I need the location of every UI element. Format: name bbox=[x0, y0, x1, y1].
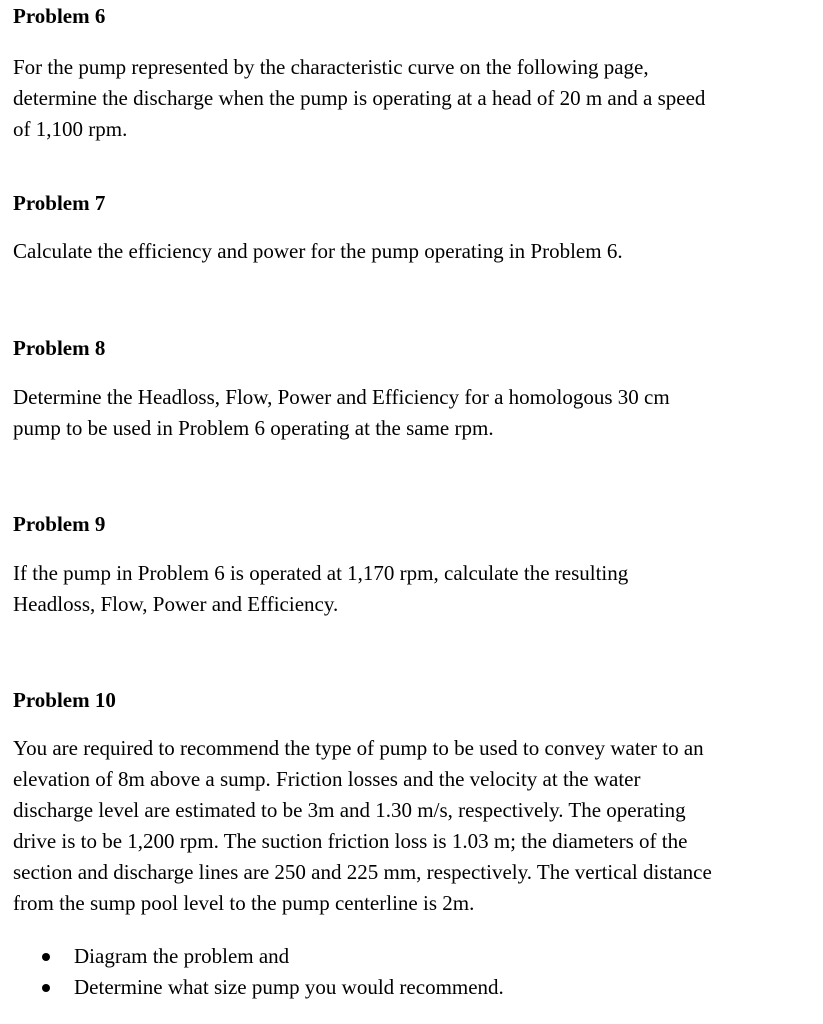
text-line: from the sump pool level to the pump centerline is 2m. bbox=[13, 891, 475, 915]
text-line: elevation of 8m above a sump. Friction losses and the velocity at the water bbox=[13, 767, 641, 791]
problem-8-heading: Problem 8 bbox=[13, 336, 106, 360]
text-line: section and discharge lines are 250 and 225 mm, respectively. The vertical distance bbox=[13, 860, 712, 884]
problem-10-bullet-list bbox=[13, 941, 504, 1003]
text-line: For the pump represented by the characteristic curve on the following page, bbox=[13, 55, 649, 79]
bullet-text: Determine what size pump you would recommend. bbox=[74, 975, 504, 999]
bullet-icon bbox=[42, 984, 50, 992]
problem-6-text bbox=[13, 52, 813, 145]
bullet-item bbox=[13, 972, 504, 1003]
text-line: of 1,100 rpm. bbox=[13, 117, 128, 141]
problem-9-heading: Problem 9 bbox=[13, 512, 106, 536]
text-line: Determine the Headloss, Flow, Power and Efficiency for a homologous 30 cm bbox=[13, 385, 670, 409]
problem-10-text bbox=[13, 733, 813, 919]
bullet-text: Diagram the problem and bbox=[74, 944, 290, 968]
problem-6-heading: Problem 6 bbox=[13, 4, 106, 28]
text-line: You are required to recommend the type of pump to be used to convey water to an bbox=[13, 736, 704, 760]
text-line: If the pump in Problem 6 is operated at 1,170 rpm, calculate the resulting bbox=[13, 561, 629, 585]
problem-7-heading: Problem 7 bbox=[13, 191, 106, 215]
text-line: pump to be used in Problem 6 operating at the same rpm. bbox=[13, 416, 494, 440]
text-line: Calculate the efficiency and power for the pump operating in Problem 6. bbox=[13, 239, 623, 263]
text-line: Headloss, Flow, Power and Efficiency. bbox=[13, 592, 339, 616]
text-line: determine the discharge when the pump is operating at a head of 20 m and a speed bbox=[13, 86, 706, 110]
text-line: drive is to be 1,200 rpm. The suction friction loss is 1.03 m; the diameters of the bbox=[13, 829, 688, 853]
problem-8-text bbox=[13, 382, 813, 444]
problem-9-text bbox=[13, 558, 813, 620]
bullet-icon bbox=[42, 953, 50, 961]
text-line: discharge level are estimated to be 3m and 1.30 m/s, respectively. The operating bbox=[13, 798, 686, 822]
problem-7-text bbox=[13, 236, 813, 267]
bullet-item bbox=[13, 941, 504, 972]
problem-10-heading: Problem 10 bbox=[13, 688, 116, 712]
